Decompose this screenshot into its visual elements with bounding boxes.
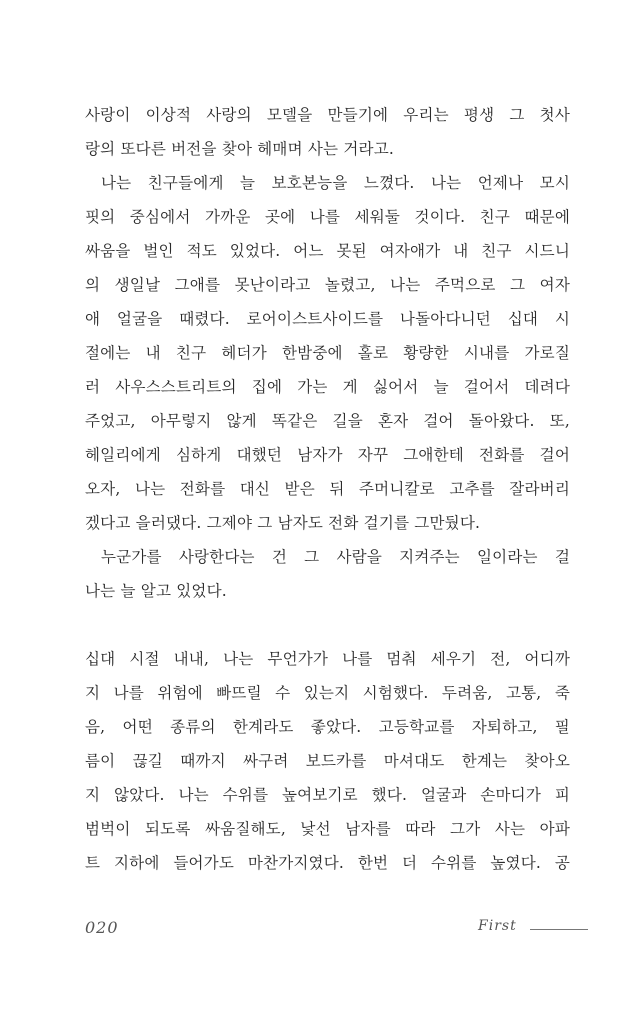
paragraph-4-line-2: 지 나를 위험에 빠뜨릴 수 있는지 시험했다. 두려움, 고통, 죽 — [85, 684, 570, 702]
paragraph-2-line-2: 핏의 중심에서 가까운 곳에 나를 세워둘 것이다. 친구 때문에 — [85, 208, 570, 226]
paragraph-2-line-3: 싸움을 벌인 적도 있었다. 어느 못된 여자애가 내 친구 시드니 — [85, 242, 570, 260]
paragraph-4-line-6: 범벅이 되도록 싸움질해도, 낯선 남자를 따라 그가 사는 아파 — [85, 820, 570, 838]
paragraph-2-line-1: 나는 친구들에게 늘 보호본능을 느꼈다. 나는 언제나 모시 — [101, 174, 570, 192]
paragraph-2-line-10: 오자, 나는 전화를 대신 받은 뒤 주머니칼로 고추를 잘라버리 — [85, 480, 570, 498]
paragraph-1-line-2: 랑의 또다른 버전을 찾아 헤매며 사는 거라고. — [85, 140, 395, 158]
paragraph-2-line-11: 겠다고 을러댔다. 그제야 그 남자도 전화 걸기를 그만뒀다. — [85, 514, 481, 532]
paragraph-2-line-5: 애 얼굴을 때렸다. 로어이스트사이드를 나돌아다니던 십대 시 — [85, 310, 570, 328]
paragraph-3-line-1: 누군가를 사랑한다는 건 그 사람을 지켜주는 일이라는 걸 — [101, 548, 570, 566]
paragraph-4-line-5: 지 않았다. 나는 수위를 높여보기로 했다. 얼굴과 손마디가 피 — [85, 786, 570, 804]
footer-rule — [530, 929, 588, 930]
section-break — [85, 608, 570, 642]
paragraph-2-line-9: 헤일리에게 심하게 대했던 남자가 자꾸 그애한테 전화를 걸어 — [85, 446, 570, 464]
paragraph-3-line-2: 나는 늘 알고 있었다. — [85, 582, 227, 600]
paragraph-4-line-3: 음, 어떤 종류의 한계라도 좋았다. 고등학교를 자퇴하고, 필 — [85, 718, 570, 736]
page-number: 020 — [85, 918, 119, 937]
running-section-label: First — [478, 918, 517, 934]
paragraph-2-line-7: 러 사우스스트리트의 집에 가는 게 싫어서 늘 걸어서 데려다 — [85, 378, 570, 396]
page-body — [85, 98, 570, 880]
paragraph-4-line-7: 트 지하에 들어가도 마찬가지였다. 한번 더 수위를 높였다. 공 — [85, 854, 570, 872]
paragraph-2-line-6: 절에는 내 친구 헤더가 한밤중에 홀로 황량한 시내를 가로질 — [85, 344, 570, 362]
paragraph-1-line-1: 사랑이 이상적 사랑의 모델을 만들기에 우리는 평생 그 첫사 — [85, 106, 570, 124]
paragraph-2-line-4: 의 생일날 그애를 못난이라고 놀렸고, 나는 주먹으로 그 여자 — [85, 276, 570, 294]
paragraph-2-line-8: 주었고, 아무렇지 않게 똑같은 길을 혼자 걸어 돌아왔다. 또, — [85, 412, 570, 430]
paragraph-4-line-1: 십대 시절 내내, 나는 무언가가 나를 멈춰 세우기 전, 어디까 — [85, 650, 570, 668]
paragraph-4-line-4: 름이 끊길 때까지 싸구려 보드카를 마셔대도 한계는 찾아오 — [85, 752, 570, 770]
